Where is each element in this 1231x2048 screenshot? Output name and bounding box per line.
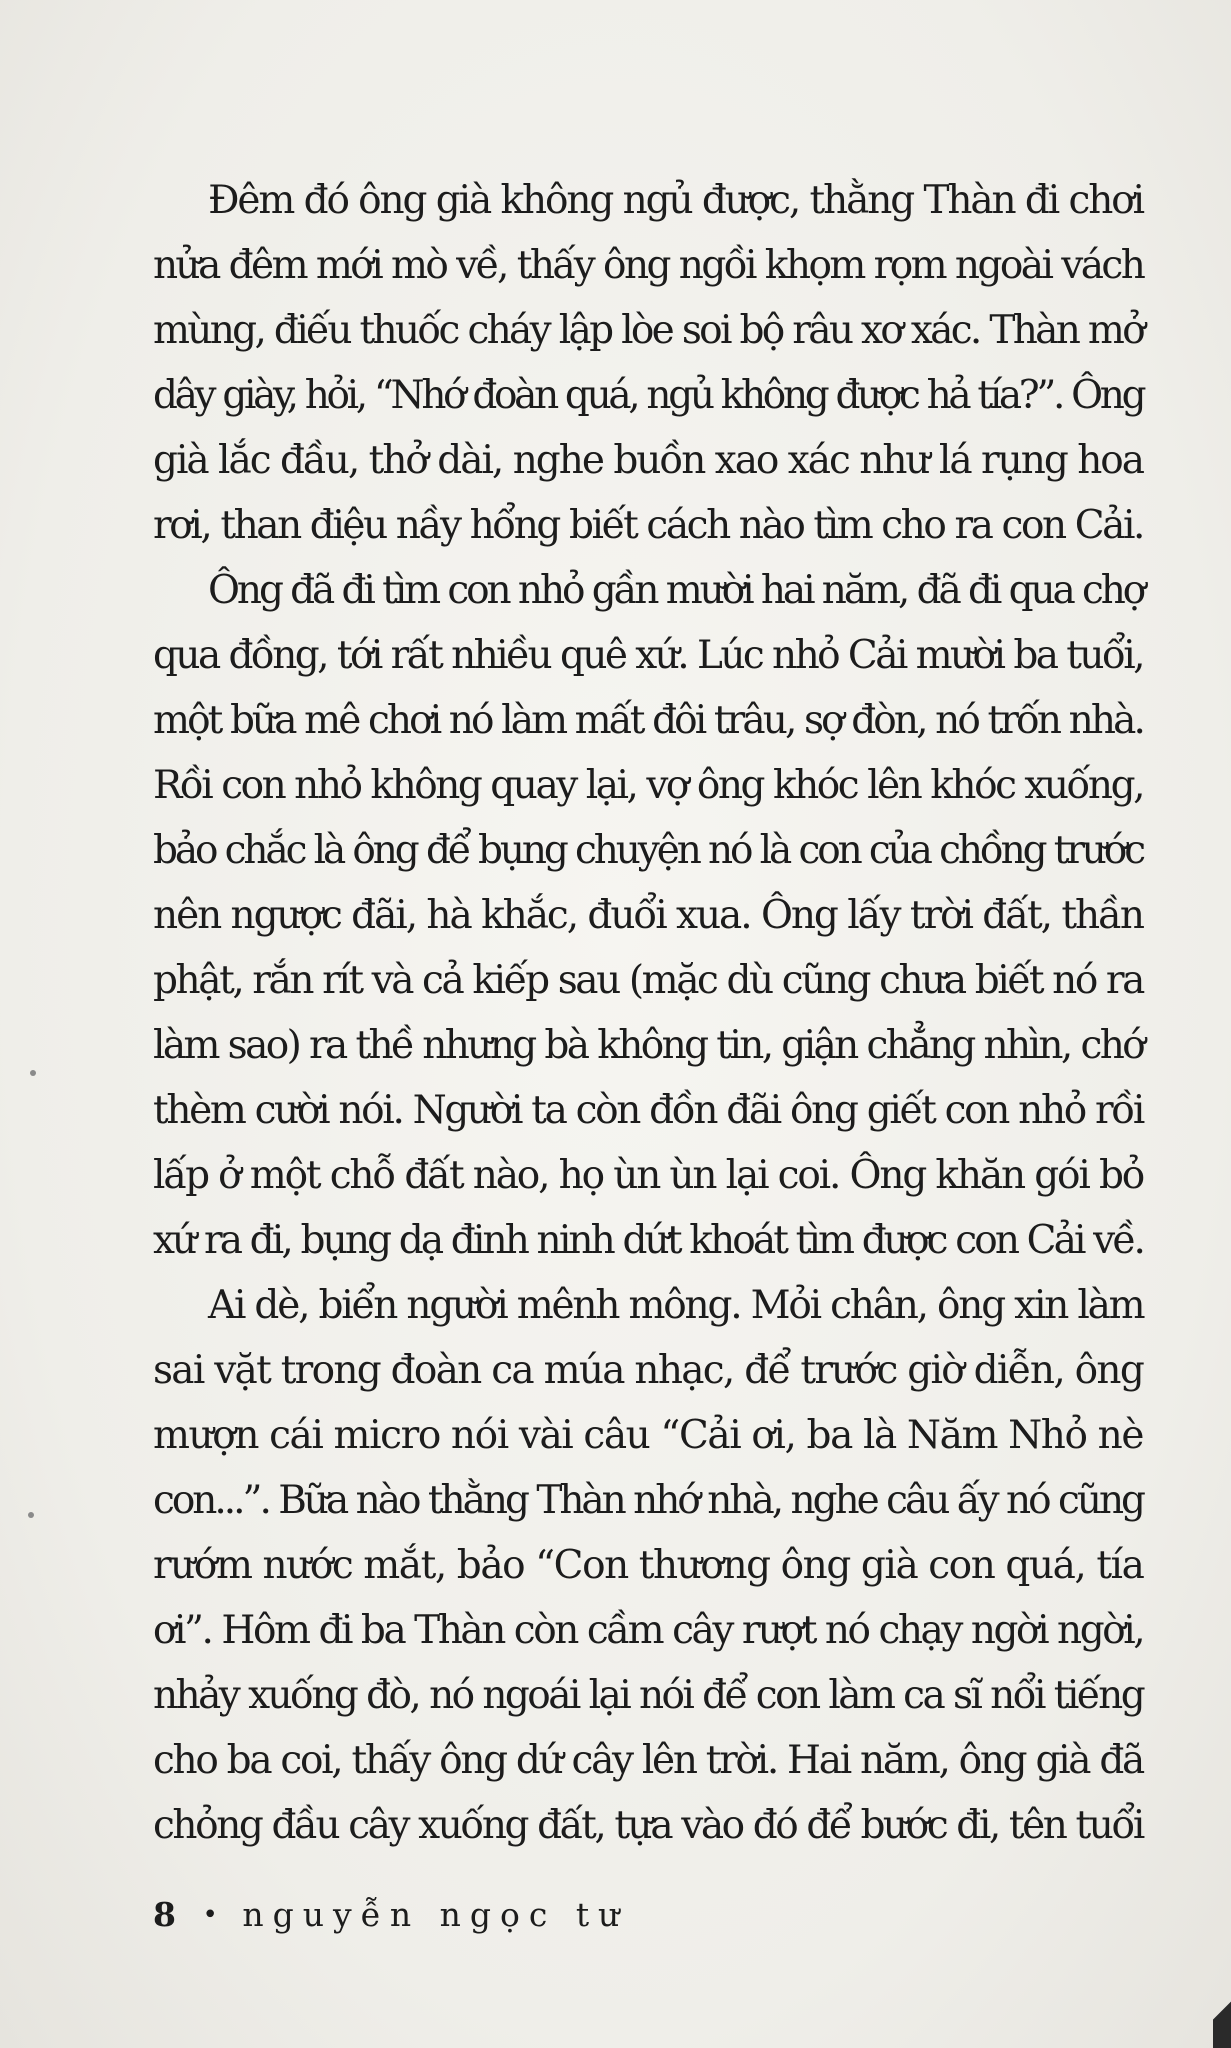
page-number: 8 <box>153 1895 176 1934</box>
text-line: chỏng đầu cây xuống đất, tựa vào đó để bước đi, tên tuổi <box>153 1803 1143 1848</box>
text-line: nên ngược đãi, hà khắc, đuổi xua. Ông lấy trời đất, thần <box>153 893 1143 938</box>
text-line: sai vặt trong đoàn ca múa nhạc, để trước giờ diễn, ông <box>153 1348 1144 1393</box>
text-line: con...”. Bữa nào thằng Thàn nhớ nhà, nghe câu ấy nó cũng <box>153 1478 1143 1523</box>
text-line: bảo chắc là ông để bụng chuyện nó là con của chồng trước <box>153 828 1143 873</box>
text-line: ơi”. Hôm đi ba Thàn còn cầm cây rượt nó chạy ngời ngời, <box>153 1608 1144 1653</box>
author-name: nguyễn ngọc tư <box>242 1895 629 1934</box>
text-line: một bữa mê chơi nó làm mất đôi trâu, sợ đòn, nó trốn nhà. <box>153 698 1143 743</box>
text-line: phật, rắn rít và cả kiếp sau (mặc dù cũng chưa biết nó ra <box>153 958 1143 1003</box>
text-line: thèm cười nói. Người ta còn đồn đãi ông giết con nhỏ rồi <box>153 1088 1143 1133</box>
text-line: nhảy xuống đò, nó ngoái lại nói để con làm ca sĩ nổi tiếng <box>153 1673 1144 1718</box>
text-line: cho ba coi, thấy ông dứ cây lên trời. Hai năm, ông già đã <box>153 1738 1143 1783</box>
paper-speck <box>30 1070 36 1076</box>
text-line: Ông đã đi tìm con nhỏ gần mười hai năm, đã đi qua chợ <box>208 568 1144 613</box>
text-line: mượn cái micro nói vài câu “Cải ơi, ba là Năm Nhỏ nè <box>153 1413 1143 1458</box>
text-line: làm sao) ra thề nhưng bà không tin, giận chẳng nhìn, chớ <box>153 1023 1144 1068</box>
bullet-separator: • <box>202 1900 218 1930</box>
text-line: Đêm đó ông già không ngủ được, thằng Thàn đi chơi <box>208 178 1143 223</box>
text-line: rơi, than điệu nầy hổng biết cách nào tìm cho ra con Cải. <box>153 503 1143 548</box>
text-line: nửa đêm mới mò về, thấy ông ngồi khọm rọm ngoài vách <box>153 243 1144 288</box>
page-corner-shadow <box>1213 1988 1231 2048</box>
body-text <box>153 168 1143 1858</box>
text-line: dây giày, hỏi, “Nhớ đoàn quá, ngủ không được hả tía?”. Ông <box>153 373 1144 418</box>
text-line: già lắc đầu, thở dài, nghe buồn xao xác như lá rụng hoa <box>153 438 1143 483</box>
page-footer <box>153 1895 628 1934</box>
text-line: xứ ra đi, bụng dạ đinh ninh dứt khoát tìm được con Cải về. <box>153 1218 1143 1263</box>
text-line: Rồi con nhỏ không quay lại, vợ ông khóc lên khóc xuống, <box>153 763 1143 808</box>
text-line: qua đồng, tới rất nhiều quê xứ. Lúc nhỏ Cải mười ba tuổi, <box>153 633 1143 678</box>
text-line: Ai dè, biển người mênh mông. Mỏi chân, ông xin làm <box>208 1283 1144 1328</box>
paper-speck <box>28 1512 34 1518</box>
text-line: rướm nước mắt, bảo “Con thương ông già con quá, tía <box>153 1543 1144 1588</box>
text-line: mùng, điếu thuốc cháy lập lòe soi bộ râu xơ xác. Thàn mở <box>153 308 1143 353</box>
text-line: lấp ở một chỗ đất nào, họ ùn ùn lại coi. Ông khăn gói bỏ <box>153 1153 1144 1198</box>
